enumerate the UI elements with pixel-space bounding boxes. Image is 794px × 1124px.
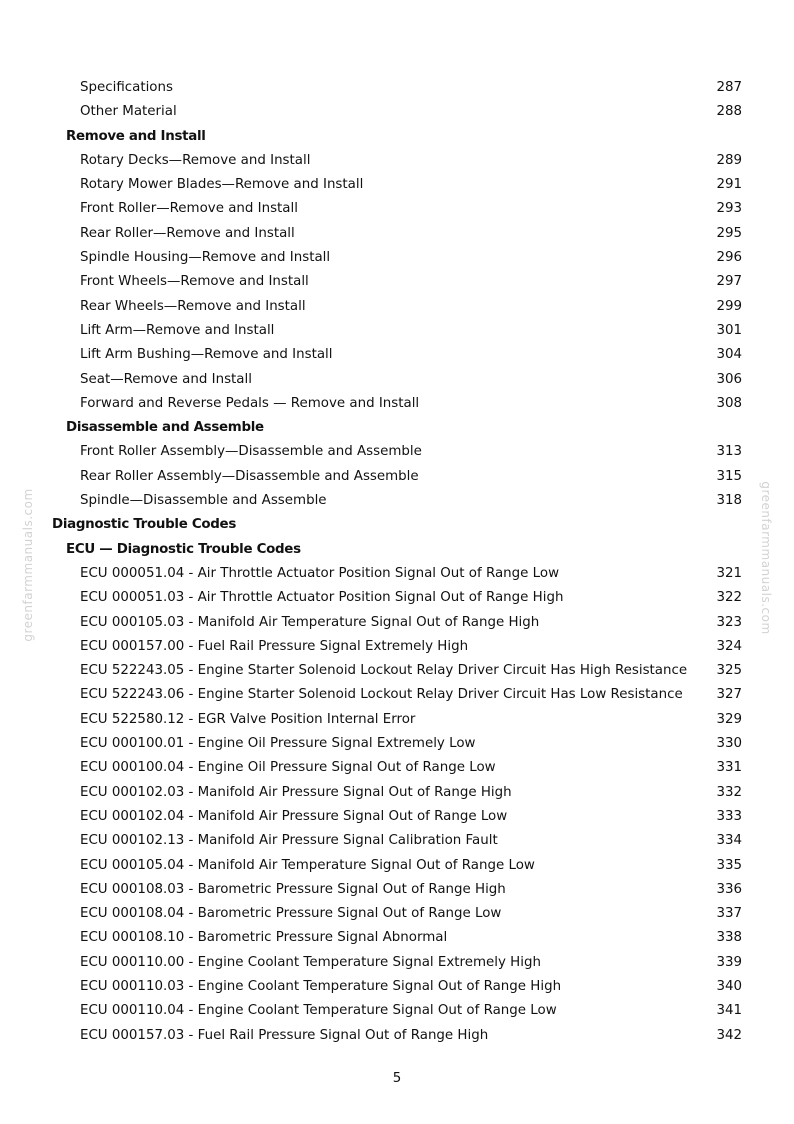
toc-entry[interactable] (0, 781, 794, 805)
toc-entry[interactable] (0, 878, 794, 902)
toc-entry[interactable] (0, 125, 794, 149)
toc-entry-page: 299 (716, 298, 742, 314)
toc-entry[interactable] (0, 173, 794, 197)
toc-entry-title: Front Roller—Remove and Install (80, 201, 298, 217)
toc-entry[interactable] (0, 854, 794, 878)
toc-entry-title: Lift Arm—Remove and Install (80, 322, 275, 338)
toc-entry-title: ECU 000100.04 - Engine Oil Pressure Signal Out of Range Low (80, 760, 496, 776)
toc-entry-page: 321 (716, 565, 742, 581)
toc-entry-title: Spindle—Disassemble and Assemble (80, 493, 327, 509)
toc-entry-title: Lift Arm Bushing—Remove and Install (80, 347, 333, 363)
toc-entry[interactable] (0, 951, 794, 975)
toc-entry-title: ECU 000105.04 - Manifold Air Temperature Signal Out of Range Low (80, 857, 535, 873)
toc-entry[interactable] (0, 635, 794, 659)
toc-entry-page: 297 (716, 274, 742, 290)
toc-entry[interactable] (0, 440, 794, 464)
toc-entry[interactable] (0, 319, 794, 343)
toc-entry-page: 342 (716, 1027, 742, 1043)
toc-entry-title: Rear Roller—Remove and Install (80, 225, 295, 241)
toc-entry-title: ECU 000157.00 - Fuel Rail Pressure Signal Extremely High (80, 638, 469, 654)
toc-entry-page: 341 (716, 1003, 742, 1019)
toc-entry-title: ECU 000108.10 - Barometric Pressure Signal Abnormal (80, 930, 448, 946)
toc-entry-page: 289 (716, 152, 742, 168)
toc-entry-title: ECU — Diagnostic Trouble Codes (66, 541, 301, 557)
toc-entry[interactable] (0, 343, 794, 367)
toc-entry-title: ECU 000157.03 - Fuel Rail Pressure Signal Out of Range High (80, 1027, 489, 1043)
toc-entry-page: 323 (716, 614, 742, 630)
toc-entry[interactable] (0, 416, 794, 440)
toc-entry[interactable] (0, 392, 794, 416)
toc-entry-title: ECU 522243.06 - Engine Starter Solenoid Lockout Relay Driver Circuit Has Low Resistance (80, 687, 683, 703)
toc-entry[interactable] (0, 732, 794, 756)
toc-entry-page: 287 (716, 80, 742, 95)
toc-entry-page: 293 (716, 201, 742, 217)
toc-entry-page: 291 (716, 177, 742, 193)
toc-entry-title: ECU 000105.03 - Manifold Air Temperature Signal Out of Range High (80, 614, 540, 630)
toc-entry-title: Rotary Mower Blades—Remove and Install (80, 177, 364, 193)
toc-entry-title: ECU 000102.13 - Manifold Air Pressure Signal Calibration Fault (80, 833, 498, 849)
toc-entry-title: ECU 000110.04 - Engine Coolant Temperature Signal Out of Range Low (80, 1003, 557, 1019)
toc-entry-title: ECU 000102.04 - Manifold Air Pressure Signal Out of Range Low (80, 808, 508, 824)
toc-entry-title: Seat—Remove and Install (80, 371, 252, 387)
toc-entry[interactable] (0, 465, 794, 489)
toc-entry-page: 304 (716, 347, 742, 363)
toc-entry[interactable] (0, 902, 794, 926)
toc-entry[interactable] (0, 1024, 794, 1048)
toc-entry-page: 335 (716, 857, 742, 873)
toc-entry[interactable] (0, 197, 794, 221)
page-number: 5 (392, 1071, 402, 1086)
toc-entry-title: ECU 000100.01 - Engine Oil Pressure Signal Extremely Low (80, 736, 476, 752)
toc-entry-title: ECU 000051.04 - Air Throttle Actuator Position Signal Out of Range Low (80, 565, 560, 581)
toc-entry-page: 288 (716, 104, 742, 120)
toc-entry[interactable] (0, 295, 794, 319)
toc-entry-page: 339 (716, 954, 742, 970)
toc-entry[interactable] (0, 999, 794, 1023)
toc-entry[interactable] (0, 149, 794, 173)
watermark-right: greenfarmmanuals.com (759, 481, 773, 635)
toc-entry-page: 336 (716, 881, 742, 897)
toc-entry-page: 318 (716, 493, 742, 509)
toc-entry-page: 333 (716, 808, 742, 824)
toc-entry[interactable] (0, 270, 794, 294)
toc-entry[interactable] (0, 756, 794, 780)
toc-entry[interactable] (0, 513, 794, 537)
toc-entry-page: 337 (716, 906, 742, 922)
toc-entry-page: 308 (716, 395, 742, 411)
toc-entry-page: 295 (716, 225, 742, 241)
table-of-contents (0, 76, 794, 1048)
toc-entry-page: 334 (716, 833, 742, 849)
toc-entry[interactable] (0, 683, 794, 707)
toc-entry-page: 332 (716, 784, 742, 800)
toc-entry-title: ECU 000110.03 - Engine Coolant Temperature Signal Out of Range High (80, 978, 562, 994)
toc-entry-page: 301 (716, 322, 742, 338)
toc-entry-page: 338 (716, 930, 742, 946)
toc-entry-title: ECU 000051.03 - Air Throttle Actuator Position Signal Out of Range High (80, 590, 564, 606)
toc-entry-title: Forward and Reverse Pedals — Remove and Install (80, 395, 420, 411)
toc-entry-page: 306 (716, 371, 742, 387)
toc-entry[interactable] (0, 586, 794, 610)
toc-entry[interactable] (0, 246, 794, 270)
toc-entry-title: Diagnostic Trouble Codes (52, 517, 237, 533)
toc-entry-title: Disassemble and Assemble (66, 420, 264, 436)
toc-entry[interactable] (0, 708, 794, 732)
toc-entry-title: Rotary Decks—Remove and Install (80, 152, 311, 168)
toc-entry-page: 313 (716, 444, 742, 460)
toc-entry[interactable] (0, 926, 794, 950)
toc-entry-title: Front Roller Assembly—Disassemble and Assemble (80, 444, 422, 460)
toc-entry[interactable] (0, 659, 794, 683)
toc-entry-title: Spindle Housing—Remove and Install (80, 250, 331, 266)
toc-entry-page: 327 (716, 687, 742, 703)
toc-entry-title: Specifications (80, 80, 173, 95)
toc-entry-title: ECU 000108.03 - Barometric Pressure Signal Out of Range High (80, 881, 506, 897)
toc-entry-page: 296 (716, 250, 742, 266)
toc-entry-title: ECU 000108.04 - Barometric Pressure Signal Out of Range Low (80, 906, 502, 922)
toc-entry[interactable] (0, 829, 794, 853)
toc-entry-title: Rear Wheels—Remove and Install (80, 298, 306, 314)
toc-entry[interactable] (0, 538, 794, 562)
toc-entry-page: 340 (716, 978, 742, 994)
toc-entry[interactable] (0, 975, 794, 999)
toc-entry-title: Remove and Install (66, 128, 206, 144)
toc-entry-page: 315 (716, 468, 742, 484)
toc-entry[interactable] (0, 100, 794, 124)
toc-entry[interactable] (0, 368, 794, 392)
toc-entry[interactable] (0, 489, 794, 513)
toc-entry[interactable] (0, 222, 794, 246)
toc-entry-page: 330 (716, 736, 742, 752)
watermark-left: greenfarmmanuals.com (21, 488, 35, 642)
toc-entry[interactable] (0, 805, 794, 829)
toc-entry-title: Other Material (80, 104, 177, 120)
toc-entry-title: ECU 522243.05 - Engine Starter Solenoid Lockout Relay Driver Circuit Has High Resistance (80, 663, 688, 679)
toc-entry-page: 322 (716, 590, 742, 606)
toc-entry[interactable] (0, 76, 794, 100)
toc-entry-page: 329 (716, 711, 742, 727)
toc-entry-title: ECU 522580.12 - EGR Valve Position Internal Error (80, 711, 416, 727)
toc-entry-page: 331 (716, 760, 742, 776)
toc-entry[interactable] (0, 611, 794, 635)
toc-entry-title: ECU 000102.03 - Manifold Air Pressure Signal Out of Range High (80, 784, 512, 800)
toc-entry-page: 324 (716, 638, 742, 654)
toc-entry-title: Rear Roller Assembly—Disassemble and Assemble (80, 468, 419, 484)
toc-entry-title: Front Wheels—Remove and Install (80, 274, 309, 290)
toc-entry-page: 325 (716, 663, 742, 679)
toc-entry[interactable] (0, 562, 794, 586)
toc-entry-title: ECU 000110.00 - Engine Coolant Temperature Signal Extremely High (80, 954, 541, 970)
